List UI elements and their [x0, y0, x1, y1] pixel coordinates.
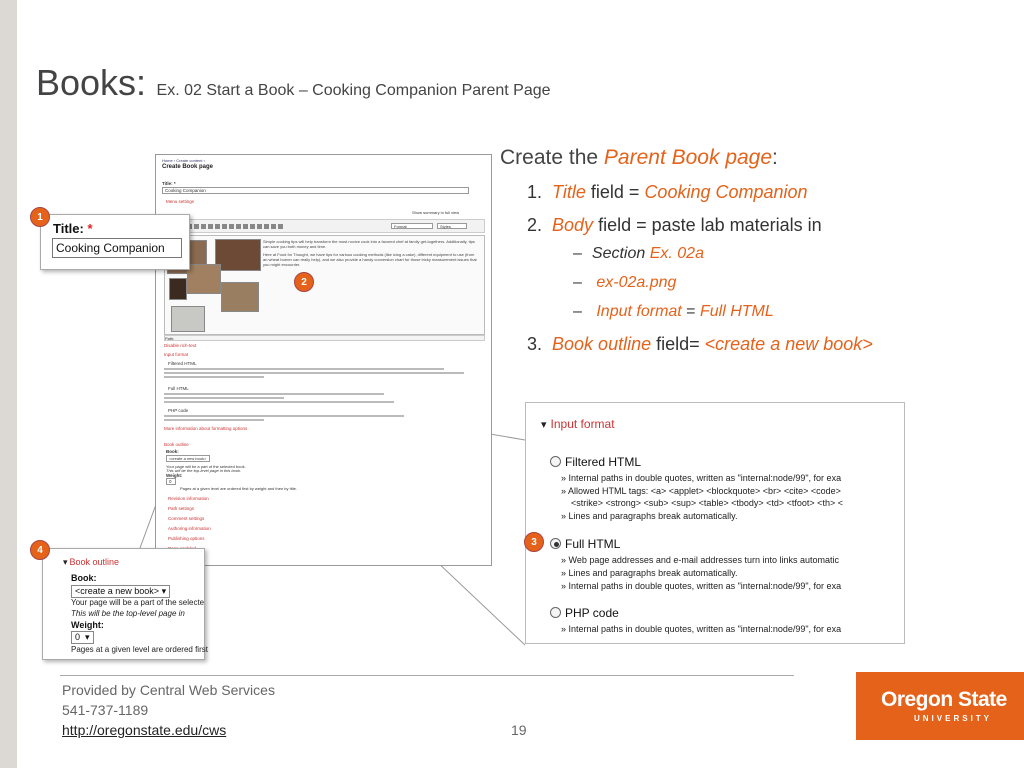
full-desc-2 — [164, 397, 284, 399]
full-line-3: » Internal paths in double quotes, written as "internal:node/99", for exa — [561, 581, 842, 591]
full-line-2: » Lines and paragraphs break automatically. — [561, 568, 738, 578]
radio-icon[interactable] — [550, 456, 561, 467]
instruction-item-2: 2. Body field = paste lab materials in — [527, 215, 822, 235]
outdent-icon[interactable] — [222, 224, 227, 229]
title-label: Title: * — [162, 181, 176, 186]
footer-link[interactable]: http://oregonstate.edu/cws — [62, 722, 227, 738]
filtered-desc-2 — [164, 372, 464, 374]
php-code-radio[interactable]: PHP code — [550, 606, 619, 620]
weight-help: Pages at a given level are ordered first by weight and then by title. — [180, 486, 297, 491]
footer-link-wrap — [62, 722, 226, 738]
filtered-html-radio[interactable]: Filtered HTML — [550, 455, 641, 469]
logo-name: Oregon State — [881, 688, 1007, 711]
cooking-photo-6 — [221, 282, 259, 312]
step-badge-1: 1 — [30, 207, 50, 227]
footer-divider — [60, 675, 794, 676]
full-desc-1 — [164, 393, 384, 395]
list-icon[interactable] — [208, 224, 213, 229]
instruction-subitem-2: – ex-02a.png — [573, 274, 677, 291]
logo-sub: UNIVERSITY — [914, 714, 993, 723]
undo-icon[interactable] — [229, 224, 234, 229]
input-format-callout — [525, 402, 905, 644]
comment-settings-link[interactable]: Comment settings — [168, 516, 205, 521]
styles-select[interactable]: Styles — [437, 223, 467, 229]
callout-book-help-2: This will be the top-level page in — [71, 609, 185, 618]
publishing-options-link[interactable]: Publishing options — [168, 536, 205, 541]
callout-book-help-1: Your page will be a part of the selecte — [71, 598, 205, 607]
editor-text — [263, 239, 479, 267]
chevron-down-icon: ▾ — [161, 586, 167, 596]
instruction-subitem-1: – Section Ex. 02a — [573, 245, 704, 262]
php-desc-2 — [164, 419, 264, 421]
full-html-radio[interactable]: Full HTML — [550, 537, 620, 551]
filtered-line-4: » Lines and paragraphs break automatically. — [561, 511, 738, 521]
callout-book-select[interactable]: <create a new book> ▾ — [71, 585, 170, 598]
weight-label: Weight: — [166, 473, 183, 478]
callout-title-label: Title: * — [53, 221, 93, 236]
menu-settings-link[interactable]: Menu settings — [166, 199, 195, 204]
indent-icon[interactable] — [215, 224, 220, 229]
help-icon[interactable] — [278, 224, 283, 229]
book-select[interactable]: <create a new book> — [166, 455, 210, 462]
cooking-photo-3 — [169, 278, 187, 300]
callout-weight-label: Weight: — [71, 620, 104, 630]
callout-title-input[interactable]: Cooking Companion — [52, 238, 182, 258]
more-info-link[interactable]: More information about formatting options — [164, 426, 248, 431]
book-outline-toggle[interactable]: Book outline — [164, 442, 189, 447]
callout-book-label: Book: — [71, 573, 97, 583]
instruction-subitem-3: – Input format = Full HTML — [573, 303, 774, 320]
required-star: * — [87, 221, 93, 236]
cooking-photo-2 — [215, 239, 261, 271]
image-icon[interactable] — [257, 224, 262, 229]
editor-paragraph-2: Here at Food for Thought, we have tips for various cooking methods (like icing a cake), different equipment to use (from an wheat burner can really help), and we also provide a handy conversion chart for those tricky measurement issues that you might encounter. — [263, 252, 477, 267]
redo-icon[interactable] — [236, 224, 241, 229]
step-badge-3: 3 — [524, 532, 544, 552]
callout-format-heading[interactable]: ▾ Input format — [541, 417, 615, 431]
unlink-icon[interactable] — [250, 224, 255, 229]
filtered-line-3: <strike> <strong> <sub> <sup> <table> <tbody> <td> <tfoot> <th> < — [571, 498, 843, 508]
filtered-desc-1 — [164, 368, 444, 370]
php-desc-1 — [164, 415, 404, 417]
book-label: Book: — [166, 449, 179, 454]
code-icon[interactable] — [271, 224, 276, 229]
instruction-item-1: 1. Title field = Cooking Companion — [527, 182, 808, 202]
editor-paragraph-1: Simple cooking tips will help transform the most novice cook into a favored chef at family get-togethers. Additionally, tips can save you both money and time. — [263, 239, 475, 249]
disable-rich-text-link[interactable]: Disable rich-text — [164, 343, 197, 348]
filtered-desc-3 — [164, 376, 264, 378]
create-book-screenshot — [155, 154, 492, 566]
osu-logo — [856, 672, 1024, 740]
title-input[interactable]: Cooking Companion — [162, 187, 469, 194]
input-format-toggle[interactable]: Input format — [164, 352, 189, 357]
chevron-down-icon: ▾ — [85, 632, 90, 642]
path-bar — [164, 335, 485, 341]
footer-provider: Provided by Central Web Services — [62, 682, 275, 698]
instruction-item-3: 3. Book outline field= <create a new book> — [527, 334, 873, 354]
php-line-1: » Internal paths in double quotes, written as "internal:node/99", for exa — [561, 624, 842, 634]
callout-book-heading[interactable]: ▾ Book outline — [63, 557, 119, 568]
page-heading: Create Book page — [162, 164, 214, 170]
filtered-html-option[interactable]: Filtered HTML — [168, 361, 197, 366]
slide-title-main: Books: — [36, 62, 147, 103]
link-icon[interactable] — [243, 224, 248, 229]
slide-title-sub: Ex. 02 Start a Book – Cooking Companion Parent Page — [156, 82, 551, 99]
book-outline-callout — [42, 548, 208, 660]
cooking-photo-5 — [171, 306, 205, 332]
format-select[interactable]: Format — [391, 223, 433, 229]
breadcrumb[interactable]: Home › Create content › — [162, 158, 205, 163]
full-desc-3 — [164, 401, 394, 403]
filtered-line-1: » Internal paths in double quotes, written as "internal:node/99", for exa — [561, 473, 842, 483]
book-help-2: This will be the top-level page in this book. — [166, 468, 242, 473]
step-badge-2: 2 — [294, 272, 314, 292]
path-settings-link[interactable]: Path settings — [168, 506, 195, 511]
weight-select[interactable]: 0 — [166, 478, 176, 485]
authoring-info-link[interactable]: Authoring information — [168, 526, 211, 531]
align-right-icon[interactable] — [201, 224, 206, 229]
callout-weight-help: Pages at a given level are ordered first — [71, 645, 208, 654]
instructions-list — [500, 146, 1010, 170]
editor-toolbar — [164, 219, 485, 233]
table-icon[interactable] — [264, 224, 269, 229]
revision-info-link[interactable]: Revision information — [168, 496, 209, 501]
show-summary-checkbox[interactable]: Show summary in full view — [412, 210, 460, 215]
radio-icon[interactable] — [550, 607, 561, 618]
step-badge-4: 4 — [30, 540, 50, 560]
path-label: Path: — [165, 336, 175, 341]
title-callout — [40, 214, 190, 270]
full-html-option[interactable]: Full HTML — [168, 386, 189, 391]
page-number: 19 — [511, 722, 527, 738]
callout-weight-select[interactable]: 0 ▾ — [71, 631, 94, 644]
filtered-line-2: » Allowed HTML tags: <a> <applet> <blockquote> <br> <cite> <code> — [561, 486, 841, 496]
php-code-option[interactable]: PHP code — [168, 408, 189, 413]
full-line-1: » Web page addresses and e-mail addresses turn into links automatic — [561, 555, 839, 565]
align-center-icon[interactable] — [194, 224, 199, 229]
cooking-photo-4 — [187, 264, 221, 294]
instructions-intro: Create the Parent Book page: — [500, 146, 778, 169]
book-help-1: Your page will be a part of the selected book. — [166, 464, 246, 469]
radio-selected-icon[interactable] — [550, 538, 561, 549]
footer-phone: 541-737-1189 — [62, 702, 149, 718]
